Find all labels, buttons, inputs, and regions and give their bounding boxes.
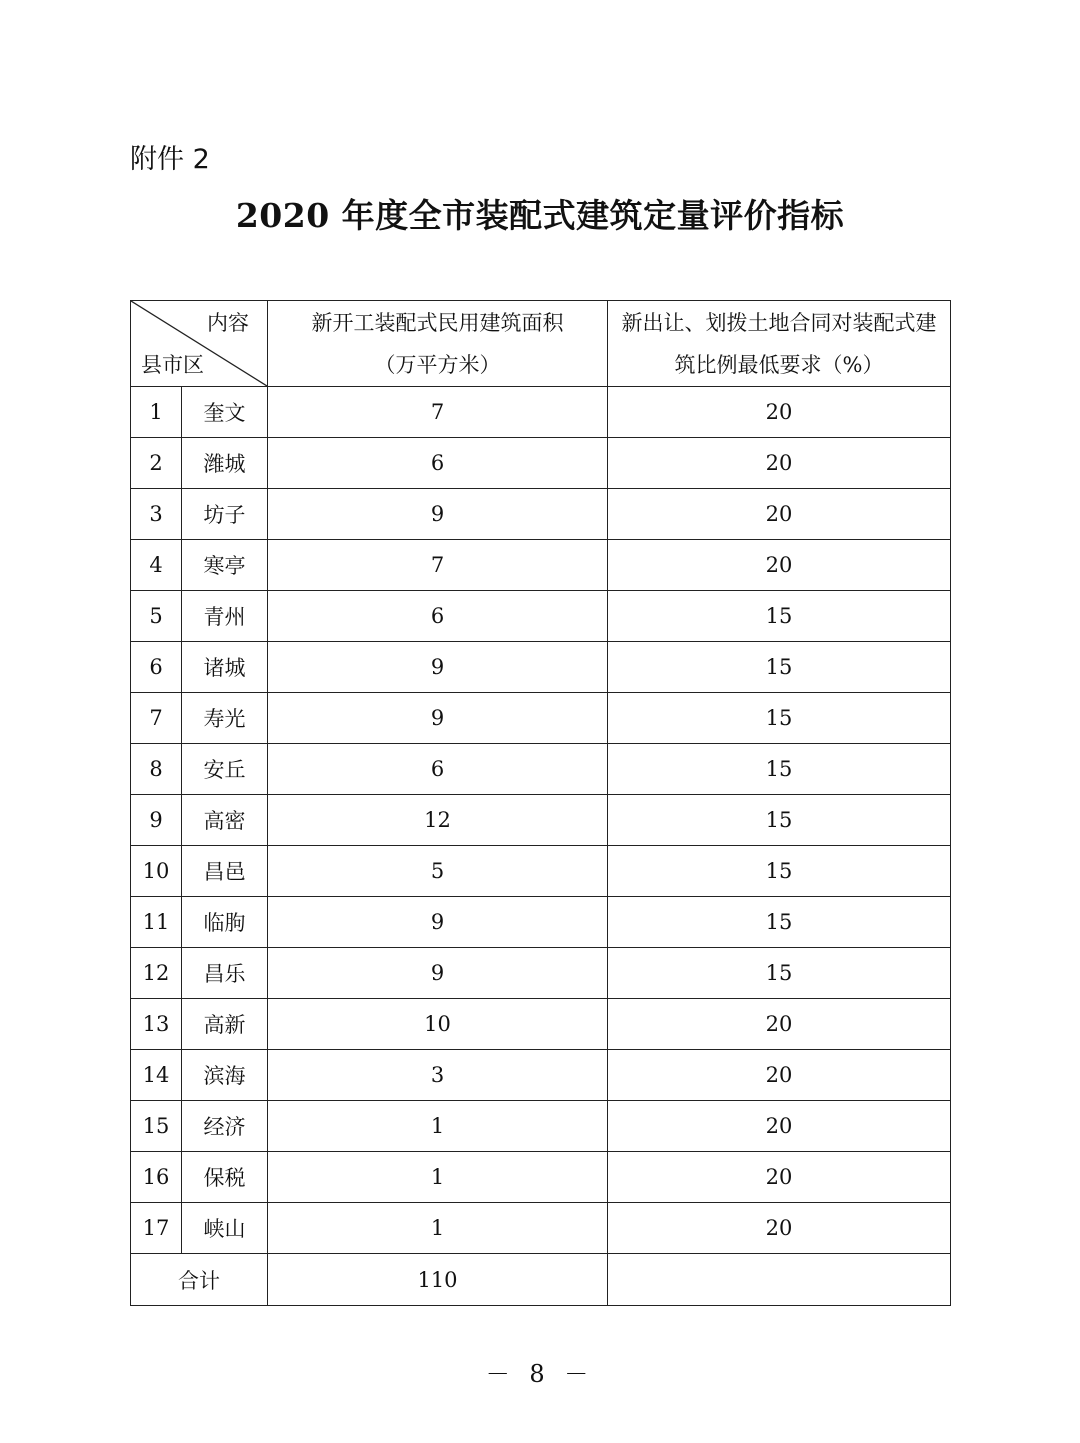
corner-header-content: 内容 <box>207 311 249 335</box>
row-number: 15 <box>131 1101 182 1152</box>
minimum-ratio-value: 15 <box>608 948 951 999</box>
county-name: 临朐 <box>182 897 268 948</box>
building-area-value: 6 <box>268 591 608 642</box>
building-area-value: 9 <box>268 642 608 693</box>
table-row <box>131 1101 951 1152</box>
table-row <box>131 693 951 744</box>
row-number: 1 <box>131 387 182 438</box>
building-area-value: 9 <box>268 897 608 948</box>
minimum-ratio-value: 15 <box>608 795 951 846</box>
county-name: 峡山 <box>182 1203 268 1254</box>
county-name: 诸城 <box>182 642 268 693</box>
table-row <box>131 795 951 846</box>
minimum-ratio-value: 15 <box>608 897 951 948</box>
row-number: 14 <box>131 1050 182 1101</box>
building-area-value: 1 <box>268 1152 608 1203</box>
row-number: 17 <box>131 1203 182 1254</box>
minimum-ratio-value: 15 <box>608 846 951 897</box>
building-area-value: 10 <box>268 999 608 1050</box>
table-row <box>131 846 951 897</box>
row-number: 6 <box>131 642 182 693</box>
county-name: 寒亭 <box>182 540 268 591</box>
county-name: 坊子 <box>182 489 268 540</box>
minimum-ratio-value: 15 <box>608 693 951 744</box>
table-row <box>131 540 951 591</box>
row-number: 10 <box>131 846 182 897</box>
county-name: 寿光 <box>182 693 268 744</box>
minimum-ratio-value: 15 <box>608 744 951 795</box>
header-minimum-ratio <box>608 301 951 387</box>
row-number: 13 <box>131 999 182 1050</box>
building-area-value: 1 <box>268 1203 608 1254</box>
county-name: 高新 <box>182 999 268 1050</box>
building-area-value: 6 <box>268 744 608 795</box>
row-number: 11 <box>131 897 182 948</box>
document-title: 2020 年度全市装配式建筑定量评价指标 <box>235 196 845 235</box>
county-name: 青州 <box>182 591 268 642</box>
table-row <box>131 387 951 438</box>
minimum-ratio-value: 20 <box>608 1050 951 1101</box>
county-name: 经济 <box>182 1101 268 1152</box>
row-number: 7 <box>131 693 182 744</box>
minimum-ratio-value: 20 <box>608 1152 951 1203</box>
minimum-ratio-value: 20 <box>608 1203 951 1254</box>
building-area-value: 7 <box>268 387 608 438</box>
row-number: 16 <box>131 1152 182 1203</box>
building-area-value: 9 <box>268 693 608 744</box>
attachment-label: 附件 2 <box>130 144 210 175</box>
total-area-value: 110 <box>268 1254 608 1306</box>
table-row <box>131 642 951 693</box>
building-area-value: 5 <box>268 846 608 897</box>
table-row <box>131 1203 951 1254</box>
row-number: 3 <box>131 489 182 540</box>
building-area-value: 1 <box>268 1101 608 1152</box>
row-number: 2 <box>131 438 182 489</box>
page-number: － 8 － <box>485 1360 595 1388</box>
county-name: 奎文 <box>182 387 268 438</box>
row-number: 4 <box>131 540 182 591</box>
county-name: 安丘 <box>182 744 268 795</box>
table-row <box>131 744 951 795</box>
table-header-row <box>131 301 951 387</box>
total-row <box>131 1254 951 1306</box>
evaluation-index-table <box>130 300 951 1306</box>
table-row <box>131 948 951 999</box>
minimum-ratio-value: 20 <box>608 489 951 540</box>
row-number: 9 <box>131 795 182 846</box>
building-area-value: 9 <box>268 489 608 540</box>
table-row <box>131 489 951 540</box>
minimum-ratio-value: 15 <box>608 591 951 642</box>
county-name: 昌乐 <box>182 948 268 999</box>
county-name: 潍城 <box>182 438 268 489</box>
row-number: 8 <box>131 744 182 795</box>
total-ratio-value <box>608 1254 951 1306</box>
minimum-ratio-value: 20 <box>608 540 951 591</box>
row-number: 12 <box>131 948 182 999</box>
header-minimum-ratio-line1: 新出让、划拨土地合同对装配式建 <box>621 310 937 335</box>
table-row <box>131 591 951 642</box>
minimum-ratio-value: 20 <box>608 387 951 438</box>
diagonal-corner-header <box>131 301 268 387</box>
table-row <box>131 999 951 1050</box>
table-row <box>131 1050 951 1101</box>
minimum-ratio-value: 20 <box>608 438 951 489</box>
minimum-ratio-value: 15 <box>608 642 951 693</box>
table-row <box>131 897 951 948</box>
table-body <box>131 387 951 1254</box>
building-area-value: 12 <box>268 795 608 846</box>
header-building-area <box>268 301 608 387</box>
table-row <box>131 1152 951 1203</box>
total-label: 合计 <box>131 1254 268 1306</box>
header-building-area-line2: （万平方米） <box>374 352 501 377</box>
county-name: 保税 <box>182 1152 268 1203</box>
corner-header-county: 县市区 <box>141 353 204 377</box>
county-name: 高密 <box>182 795 268 846</box>
building-area-value: 6 <box>268 438 608 489</box>
county-name: 昌邑 <box>182 846 268 897</box>
building-area-value: 7 <box>268 540 608 591</box>
row-number: 5 <box>131 591 182 642</box>
header-minimum-ratio-line2: 筑比例最低要求（%） <box>674 352 884 377</box>
building-area-value: 9 <box>268 948 608 999</box>
building-area-value: 3 <box>268 1050 608 1101</box>
table-row <box>131 438 951 489</box>
county-name: 滨海 <box>182 1050 268 1101</box>
minimum-ratio-value: 20 <box>608 1101 951 1152</box>
minimum-ratio-value: 20 <box>608 999 951 1050</box>
header-building-area-line1: 新开工装配式民用建筑面积 <box>311 310 564 335</box>
